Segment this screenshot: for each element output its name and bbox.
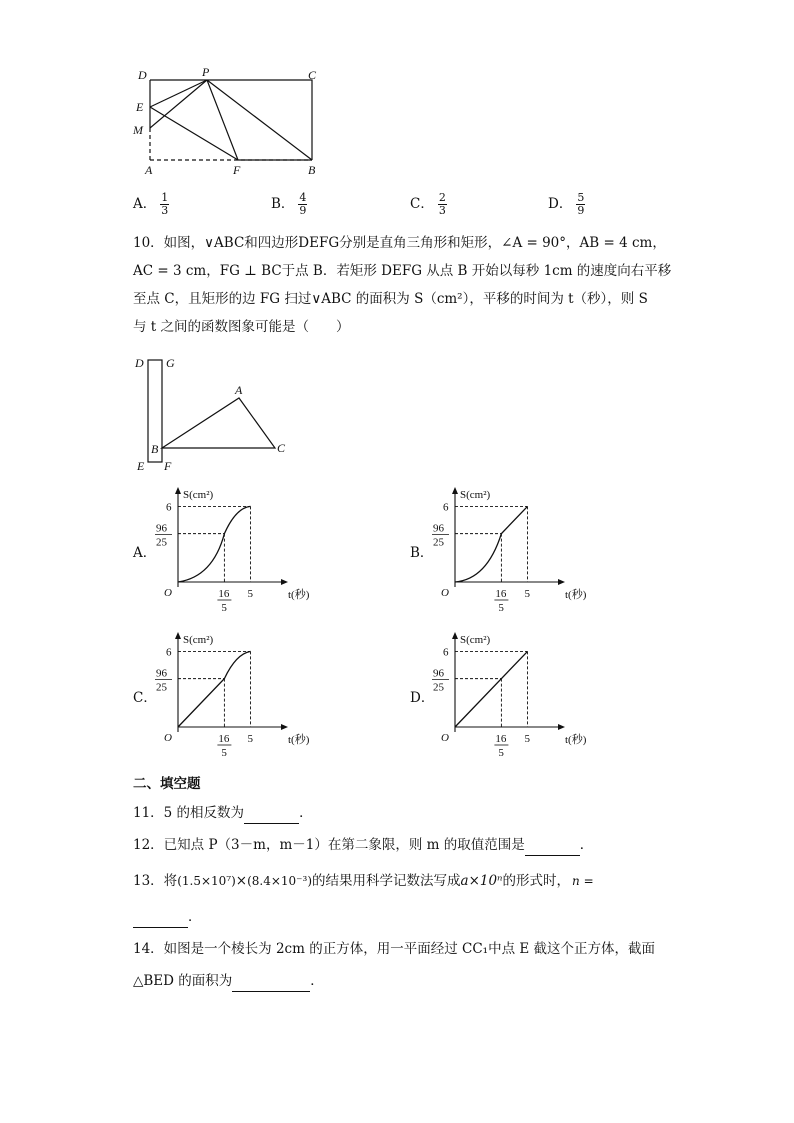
y-tick-top: 6 <box>443 501 449 514</box>
series-line <box>455 651 528 727</box>
seg-ef <box>150 107 238 160</box>
x-axis-label: t(秒) <box>565 734 587 746</box>
x-tick-mid-num: 16 <box>495 733 507 745</box>
y-axis-arrow <box>452 632 458 639</box>
y-tick-mid-den: 25 <box>433 536 444 549</box>
x-tick-mid-num: 16 <box>495 588 507 600</box>
rect-dpcb <box>150 80 312 160</box>
seg-mp <box>150 80 207 128</box>
label-e: E <box>137 459 145 473</box>
y-axis-label: S(cm²) <box>460 634 491 646</box>
q14-line1: 14．如图是一个棱长为 2cm 的正方体，用一平面经过 CC₁中点 E 截这个正方体，截面 <box>133 941 656 957</box>
q9-figure <box>130 62 330 182</box>
x-tick-mid-den: 5 <box>498 602 504 612</box>
x-tick-mid-den: 5 <box>221 747 227 759</box>
label-d: D <box>135 356 144 370</box>
x-axis-label: t(秒) <box>565 589 587 601</box>
q9-option-a[interactable]: A． $\frac{1}{3}$ <box>133 191 169 217</box>
label-a: A <box>235 383 243 397</box>
origin-label: O <box>164 587 172 599</box>
q11: 11．5 的相反数为 ． <box>133 802 673 824</box>
graph-d[interactable] <box>427 627 687 762</box>
section-title: 二、填空题 <box>133 776 201 792</box>
x-axis-label: t(秒) <box>288 589 310 601</box>
y-tick-mid-num: 96 <box>156 522 167 535</box>
origin-label: O <box>164 732 172 744</box>
label-f: F <box>233 163 241 177</box>
label-c: C <box>277 441 286 455</box>
answer-blank[interactable] <box>244 809 299 824</box>
y-tick-mid-num: 96 <box>433 522 444 535</box>
q12: 12．已知点 P（3－m，m－1）在第二象限，则 m 的取值范围是 ． <box>133 834 673 856</box>
q9-option-b[interactable]: B． $\frac{4}{9}$ <box>271 191 307 217</box>
y-tick-top: 6 <box>443 646 449 659</box>
y-tick-mid-num: 96 <box>156 667 167 680</box>
series-line <box>455 506 528 582</box>
label-f: F <box>164 459 172 473</box>
x-tick-mid-num: 16 <box>218 588 230 600</box>
label-c: C <box>308 68 317 82</box>
x-axis-arrow <box>558 724 565 730</box>
label-d: D <box>138 68 147 82</box>
label-p: P <box>202 65 210 79</box>
y-axis-label: S(cm²) <box>183 634 214 646</box>
label-a: A <box>145 163 153 177</box>
y-tick-mid-den: 25 <box>433 681 444 694</box>
x-tick-end: 5 <box>524 733 530 745</box>
q10-line2: AC = 3 cm，FG ⊥ BC于点 B．若矩形 DEFG 从点 B 开始以每秒 1cm 的速度向右平移 <box>133 263 672 279</box>
answer-blank[interactable] <box>133 913 188 928</box>
label-b: B <box>308 163 316 177</box>
x-axis-arrow <box>281 724 288 730</box>
x-axis-arrow <box>558 579 565 585</box>
x-axis-label: t(秒) <box>288 734 310 746</box>
graph-option-b-label[interactable]: B． <box>410 545 434 561</box>
q9-option-c[interactable]: C． $\frac{2}{3}$ <box>410 191 446 217</box>
x-tick-end: 5 <box>524 588 530 600</box>
y-tick-top: 6 <box>166 501 172 514</box>
answer-blank[interactable] <box>232 977 310 992</box>
graph-a[interactable] <box>150 482 410 612</box>
q10-figure <box>130 352 300 477</box>
series-line <box>178 651 251 727</box>
graph-c[interactable] <box>150 627 410 762</box>
q13-answer: ． <box>133 906 673 928</box>
x-tick-end: 5 <box>247 588 253 600</box>
x-tick-mid-den: 5 <box>498 747 504 759</box>
fraction: $\frac{4}{9}$ <box>299 191 307 217</box>
y-axis-arrow <box>175 487 181 494</box>
graph-b[interactable] <box>427 482 687 612</box>
fraction: $\frac{1}{3}$ <box>161 191 169 217</box>
series-line <box>178 506 251 582</box>
y-axis-label: S(cm²) <box>460 489 491 501</box>
q14-line2: △BED 的面积为 ． <box>133 970 673 992</box>
fraction: $\frac{2}{3}$ <box>438 191 446 217</box>
x-tick-end: 5 <box>247 733 253 745</box>
answer-blank[interactable] <box>525 841 580 856</box>
y-axis-arrow <box>175 632 181 639</box>
y-tick-mid-den: 25 <box>156 536 167 549</box>
q10-line3: 至点 C，且矩形的边 FG 扫过∨ABC 的面积为 S（cm²），平移的时间为 t（秒），则 S <box>133 291 648 307</box>
y-tick-mid-num: 96 <box>433 667 444 680</box>
fraction: $\frac{5}{9}$ <box>577 191 585 217</box>
seg-ep <box>150 80 207 107</box>
graph-option-d-label[interactable]: D． <box>410 690 435 706</box>
q10-line1: 10．如图，∨ABC和四边形DEFG分别是直角三角形和矩形，∠A = 90°，AB = 4 cm， <box>133 235 666 251</box>
q9-option-d[interactable]: D． $\frac{5}{9}$ <box>548 191 585 217</box>
x-tick-mid-num: 16 <box>218 733 230 745</box>
triangle-abc <box>162 398 275 448</box>
x-tick-mid-den: 5 <box>221 602 227 612</box>
origin-label: O <box>441 587 449 599</box>
q13: 13．将(1.5×10⁷)×(8.4×10⁻³)的结果用科学记数法写成a×10ⁿ的形式时， n = <box>133 873 594 889</box>
y-tick-mid-den: 25 <box>156 681 167 694</box>
graph-option-a-label[interactable]: A． <box>133 545 157 561</box>
y-axis-label: S(cm²) <box>183 489 214 501</box>
q10-line4: 与 t 之间的函数图象可能是（ ） <box>133 319 350 335</box>
label-g: G <box>166 356 175 370</box>
label-m: M <box>133 123 143 137</box>
origin-label: O <box>441 732 449 744</box>
y-axis-arrow <box>452 487 458 494</box>
label-e: E <box>136 100 144 114</box>
graph-option-c-label[interactable]: C． <box>133 690 157 706</box>
x-axis-arrow <box>281 579 288 585</box>
y-tick-top: 6 <box>166 646 172 659</box>
label-b: B <box>151 442 159 456</box>
